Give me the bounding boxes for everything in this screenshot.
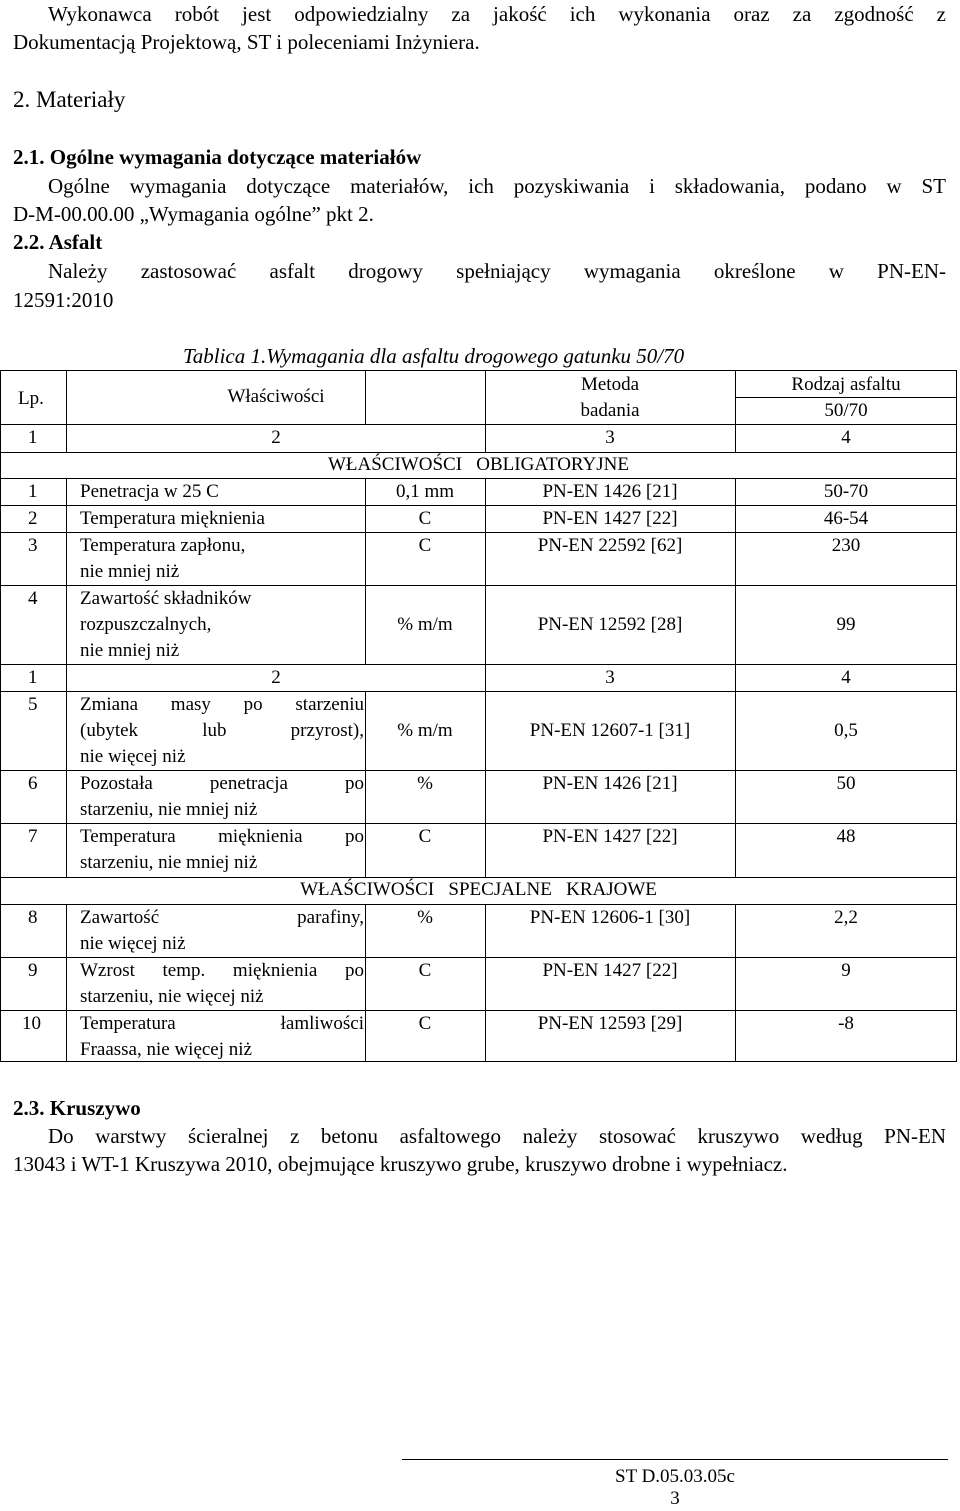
table-cell-property: Zmiana masy po starzeniu [80, 694, 364, 715]
header-lp: Lp. [18, 388, 44, 409]
table-cell-property: Temperatura łamliwości [80, 1013, 364, 1034]
table-cell-property: Temperatura mięknienia [80, 508, 265, 529]
table-cell-value: 230 [831, 535, 861, 556]
table-cell-value: -8 [838, 1013, 854, 1034]
footer-document-code: ST D.05.03.05c [615, 1466, 735, 1487]
table-cell-value: 50-70 [823, 481, 869, 502]
table-cell-property: (ubytek lub przyrost), [80, 720, 364, 741]
col-number-1: 1 [28, 427, 38, 448]
table-row-vline [66, 532, 67, 585]
table-cell-property: nie mniej niż [80, 640, 180, 661]
section-row-obligatory: WŁAŚCIWOŚCI OBLIGATORYJNE [327, 454, 629, 475]
table-cell-unit: % [417, 907, 433, 928]
table-cell-property: Pozostała penetracja po [80, 773, 364, 794]
intro-line-1: Wykonawca robót jest odpowiedzialny za jakość ich wykonania oraz za zgodność z [48, 2, 946, 26]
col-number-repeat-3: 3 [605, 667, 615, 688]
table-cell-property: Zawartość parafiny, [80, 907, 364, 928]
table-cell-unit: C [418, 1013, 432, 1034]
header-asphalt-type: Rodzaj asfaltu [791, 374, 901, 395]
table-cell-property: Zawartość składników [80, 588, 252, 609]
table-cell-property: Temperatura mięknienia po [80, 826, 364, 847]
table-cell-unit: C [418, 960, 432, 981]
table-cell-value: 2,2 [834, 907, 858, 928]
table-row-vline [66, 823, 67, 877]
table-cell-lp: 3 [28, 535, 38, 556]
table-cell-value: 50 [836, 773, 856, 794]
table-cell-value: 46-54 [823, 508, 869, 529]
footer-rule [402, 1459, 948, 1460]
general-text-line-2: D-M-00.00.00 „Wymagania ogólne” pkt 2. [13, 202, 374, 226]
table-cell-unit: % m/m [397, 614, 453, 635]
aggregate-text-line-1: Do warstwy ścieralnej z betonu asfaltowego należy stosować kruszywo według PN-EN [48, 1124, 946, 1148]
table-cell-value: 0,5 [834, 720, 858, 741]
table-cell-unit: % [417, 773, 433, 794]
header-asphalt-grade: 50/70 [824, 400, 868, 421]
table-cell-method: PN-EN 1427 [22] [542, 960, 678, 981]
table-row-vline [66, 904, 67, 957]
table-cell-value: 48 [836, 826, 856, 847]
asphalt-text-line-2: 12591:2010 [13, 288, 114, 312]
table-cell-value: 9 [841, 960, 851, 981]
table-cell-property: starzeniu, nie mniej niż [80, 852, 258, 873]
intro-line-2: Dokumentacją Projektową, ST i poleceniami Inżyniera. [13, 30, 480, 54]
table-row-vline [66, 1010, 67, 1062]
col-number-repeat-2: 2 [271, 667, 281, 688]
table-cell-property: Penetracja w 25 C [80, 481, 219, 502]
table-cell-unit: 0,1 mm [395, 481, 455, 502]
table-row-vline [66, 691, 67, 770]
table-cell-property: nie więcej niż [80, 933, 186, 954]
col-number-repeat-4: 4 [841, 667, 851, 688]
asphalt-text-line-1: Należy zastosować asfalt drogowy spełniający wymagania określone w PN-EN- [48, 259, 946, 283]
table-cell-lp: 10 [22, 1013, 41, 1034]
table-cell-method: PN-EN 22592 [62] [537, 535, 683, 556]
table-cell-property: Wzrost temp. mięknienia po [80, 960, 364, 981]
table-cell-unit: % m/m [397, 720, 453, 741]
col-number-repeat-1: 1 [28, 667, 38, 688]
table-cell-method: PN-EN 12607-1 [31] [529, 720, 691, 741]
table-cell-lp: 1 [28, 481, 38, 502]
table-cell-method: PN-EN 1427 [22] [542, 826, 678, 847]
table-cell-unit: C [418, 508, 432, 529]
table-cell-property: Temperatura zapłonu, [80, 535, 246, 556]
table-cell-property: starzeniu, nie więcej niż [80, 986, 264, 1007]
subsection-heading-asphalt: 2.2. Asfalt [13, 230, 103, 254]
table-cell-property: nie więcej niż [80, 746, 186, 767]
table-row-vline [66, 478, 67, 505]
table-cell-method: PN-EN 12593 [29] [537, 1013, 683, 1034]
header-method-2: badania [580, 400, 640, 421]
header-properties: Właściwości [227, 386, 325, 407]
table-cell-lp: 4 [28, 588, 38, 609]
table-cell-lp: 2 [28, 508, 38, 529]
table-row-vline [66, 505, 67, 532]
table-cell-value: 99 [836, 614, 856, 635]
table-cell-lp: 6 [28, 773, 38, 794]
table-cell-method: PN-EN 1426 [21] [542, 481, 678, 502]
subsection-heading-general: 2.1. Ogólne wymagania dotyczące materiałów [13, 145, 422, 169]
table-cell-property: rozpuszczalnych, [80, 614, 212, 635]
footer-page-number: 3 [670, 1488, 680, 1509]
table-cell-unit: C [418, 826, 432, 847]
table-cell-property: Fraassa, nie więcej niż [80, 1039, 252, 1060]
table-row-vline [66, 585, 67, 664]
table-cell-property: starzeniu, nie mniej niż [80, 799, 258, 820]
table-cell-lp: 8 [28, 907, 38, 928]
table-caption: Tablica 1.Wymagania dla asfaltu drogowego gatunku 50/70 [183, 344, 685, 368]
table-cell-method: PN-EN 12606-1 [30] [529, 907, 691, 928]
table-cell-method: PN-EN 12592 [28] [537, 614, 683, 635]
table-row-vline [66, 770, 67, 823]
table-row-vline [66, 957, 67, 1010]
table-cell-method: PN-EN 1427 [22] [542, 508, 678, 529]
table-cell-lp: 7 [28, 826, 38, 847]
general-text-line-1: Ogólne wymagania dotyczące materiałów, ich pozyskiwania i składowania, podano w ST [48, 174, 946, 198]
table-cell-unit: C [418, 535, 432, 556]
aggregate-text-line-2: 13043 i WT-1 Kruszywa 2010, obejmujące kruszywo grube, kruszywo drobne i wypełniacz. [13, 1152, 788, 1176]
section-row-special: WŁAŚCIWOŚCI SPECJALNE KRAJOWE [300, 879, 657, 900]
header-method-1: Metoda [580, 374, 640, 395]
table-cell-lp: 5 [28, 694, 38, 715]
col-number-3: 3 [605, 427, 615, 448]
col-number-4: 4 [841, 427, 851, 448]
col-number-2: 2 [271, 427, 281, 448]
subsection-heading-aggregate: 2.3. Kruszywo [13, 1096, 141, 1120]
table-cell-method: PN-EN 1426 [21] [542, 773, 678, 794]
table-cell-property: nie mniej niż [80, 561, 180, 582]
table-cell-lp: 9 [28, 960, 38, 981]
section-heading-materials: 2. Materiały [13, 87, 126, 112]
